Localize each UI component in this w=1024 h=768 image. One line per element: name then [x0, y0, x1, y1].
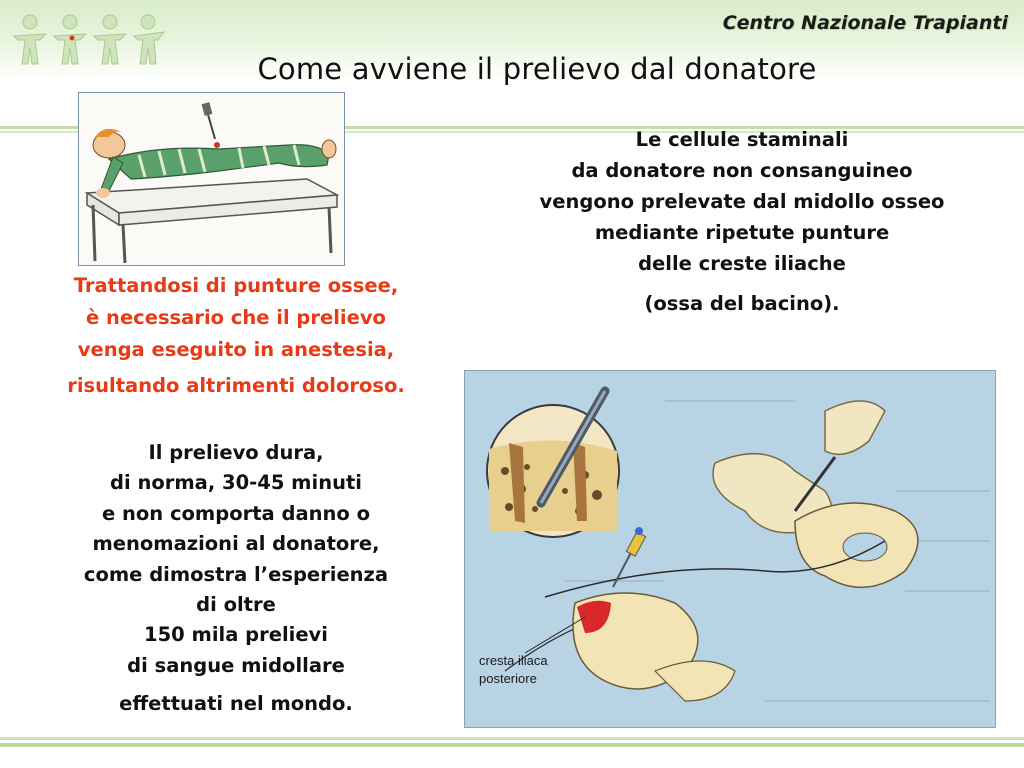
bone-marrow-aspiration-image	[465, 371, 995, 727]
red-text-line-1: Trattandosi di punture ossee,	[73, 274, 399, 297]
footer-divider	[0, 737, 1024, 740]
left-text-line-6: di oltre	[196, 593, 276, 617]
right-text-line-6: (ossa del bacino).	[644, 292, 840, 315]
organization-name: Centro Nazionale Trapianti	[722, 12, 1008, 34]
iliac-crest-illustration	[464, 370, 996, 728]
left-text-line-8: di sangue midollare	[127, 653, 345, 677]
right-text-line-5: delle creste iliache	[638, 252, 846, 275]
iliac-label-line-2: posteriore	[479, 671, 537, 686]
left-text-line-7: 150 mila prelievi	[144, 623, 328, 647]
red-text-line-2: è necessario che il prelievo	[86, 306, 386, 329]
left-text-line-9: effettuati nel mondo.	[119, 692, 353, 716]
duration-text-block	[8, 438, 464, 720]
right-text-line-2: da donatore non consanguineo	[571, 159, 913, 182]
right-text-line-1: Le cellule staminali	[635, 128, 849, 151]
right-text-line-3: vengono prelevate dal midollo osseo	[539, 190, 945, 213]
right-text-block	[464, 124, 1020, 319]
left-text-line-2: di norma, 30-45 minuti	[110, 471, 362, 495]
right-text-line-4: mediante ripetute punture	[594, 221, 890, 244]
red-text-line-3: venga eseguito in anestesia,	[77, 338, 395, 361]
anesthesia-note	[0, 270, 472, 402]
patient-illustration	[78, 92, 345, 266]
left-text-line-1: Il prelievo dura,	[148, 441, 324, 464]
left-text-line-4: menomazioni al donatore,	[92, 532, 380, 556]
red-text-line-4: risultando altrimenti doloroso.	[67, 374, 405, 397]
patient-on-bed-image	[79, 93, 344, 265]
page-title: Come avviene il prelievo dal donatore	[257, 52, 817, 86]
footer-divider-thick	[0, 743, 1024, 747]
iliac-label-line-1: cresta iliaca	[479, 653, 548, 668]
left-text-line-5: come dimostra l’esperienza	[83, 562, 389, 586]
left-text-line-3: e non comporta danno o	[102, 501, 370, 525]
